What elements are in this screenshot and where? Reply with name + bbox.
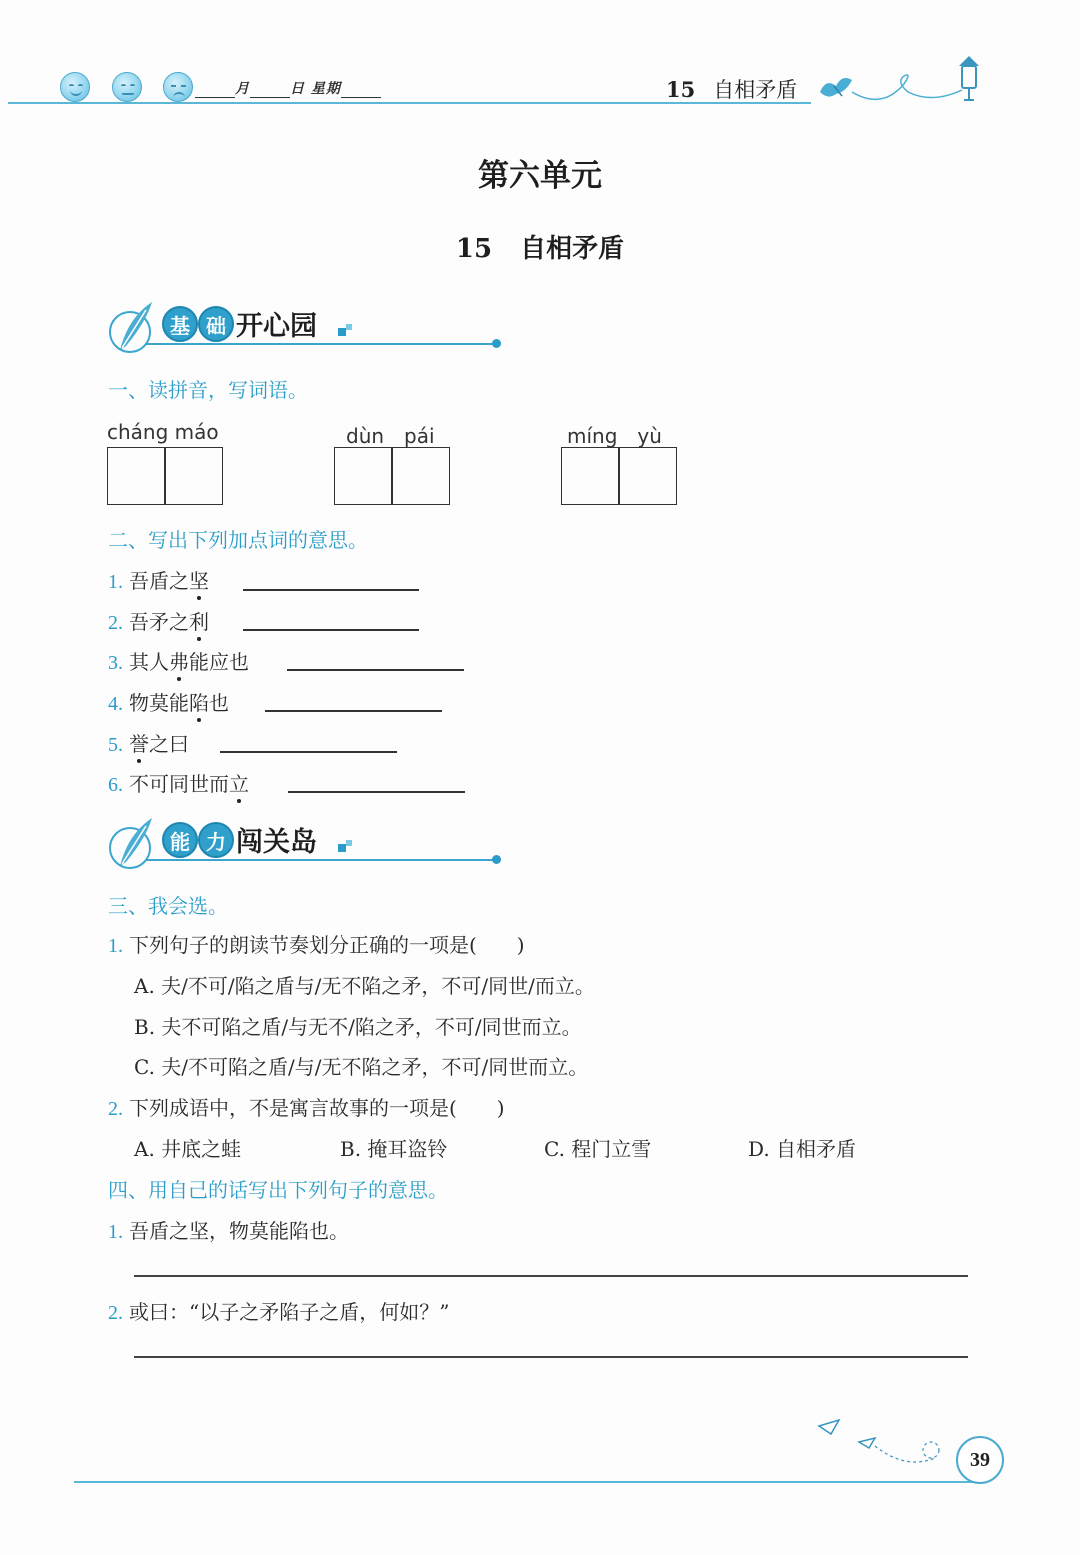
- q3-2-option-a[interactable]: A. 井底之蛙: [134, 1137, 242, 1161]
- banner-dot: [492, 855, 501, 864]
- answer-blank-6[interactable]: [288, 791, 465, 793]
- item-number: 1.: [108, 571, 123, 593]
- q2-item-6: [108, 768, 249, 797]
- date-fill-row: [195, 78, 381, 98]
- item-number: 2.: [108, 1098, 123, 1120]
- item-text: 不可同世而: [129, 772, 229, 796]
- banner-dot: [492, 339, 501, 348]
- q4-heading: 四、用自己的话写出下列句子的意思。: [108, 1178, 448, 1202]
- writing-boxes-3[interactable]: [561, 447, 677, 505]
- section-banner-ability: [106, 814, 501, 874]
- dotted-char: 陷: [189, 687, 209, 716]
- lesson-title: [0, 228, 1080, 265]
- q2-item-1: [108, 565, 209, 594]
- item-text: 吾矛之: [129, 610, 189, 634]
- badge-char-2: 础: [198, 306, 234, 342]
- lesson-name: 自相矛盾: [520, 234, 625, 264]
- dotted-char: 利: [189, 606, 209, 635]
- writing-boxes-1[interactable]: [107, 447, 223, 505]
- dotted-char: 誉: [129, 728, 149, 757]
- answer-blank-4[interactable]: [265, 710, 442, 712]
- banner-rule: [146, 343, 496, 345]
- q2-item-2: [108, 606, 209, 635]
- answer-blank-1[interactable]: [243, 589, 419, 591]
- quill-icon: [106, 814, 164, 872]
- q3-1-option-a[interactable]: A. 夫/不可/陷之盾与/无不陷之矛，不可/同世/而立。: [134, 974, 595, 998]
- item-number: 6.: [108, 774, 123, 796]
- day-blank[interactable]: [250, 84, 290, 98]
- q2-item-3: [108, 646, 249, 675]
- badge-char-1: 基: [162, 306, 198, 342]
- q4-item-2: [108, 1296, 449, 1325]
- dotted-char: 立: [229, 768, 249, 797]
- header-rule: [8, 102, 811, 104]
- item-number: 4.: [108, 693, 123, 715]
- badge-char-1: 能: [162, 822, 198, 858]
- paper-plane-decoration-icon: [815, 1414, 965, 1474]
- pinyin-1: cháng máo: [107, 420, 219, 444]
- answer-blank-3[interactable]: [287, 669, 464, 671]
- q4-item-1: [108, 1215, 349, 1244]
- q2-heading: 二、写出下列加点词的意思。: [108, 528, 368, 552]
- q3-1-option-b[interactable]: B. 夫不可陷之盾/与无不/陷之矛，不可/同世而立。: [134, 1015, 582, 1039]
- dotted-char: 坚: [189, 565, 209, 594]
- q3-1-option-c[interactable]: C. 夫/不可陷之盾/与/无不陷之矛，不可/同世而立。: [134, 1055, 589, 1079]
- item-text: 之曰: [149, 732, 189, 756]
- q3-question-1: [108, 929, 525, 958]
- weekday-label: 星期: [310, 81, 341, 97]
- dotted-char: 弗: [169, 646, 189, 675]
- square-mark-icon: [338, 322, 352, 336]
- answer-blank-2[interactable]: [243, 629, 419, 631]
- answer-blank-5[interactable]: [220, 751, 397, 753]
- q2-item-5: [108, 728, 189, 757]
- item-text: 能应也: [189, 650, 249, 674]
- page-header: [0, 0, 1080, 115]
- day-label: 日: [290, 81, 305, 97]
- section-label: 闯关岛: [236, 827, 317, 858]
- sentence-text: 或曰：“以子之矛陷子之盾，何如？”: [129, 1300, 450, 1324]
- q3-2-option-b[interactable]: B. 掩耳盗铃: [340, 1137, 448, 1161]
- item-number: 2.: [108, 612, 123, 634]
- q1-heading: 一、读拼音，写词语。: [108, 378, 308, 402]
- item-number: 3.: [108, 652, 123, 674]
- pinyin-3: míng yù: [567, 424, 662, 448]
- sentence-text: 吾盾之坚，物莫能陷也。: [129, 1219, 349, 1243]
- month-blank[interactable]: [195, 84, 235, 98]
- item-text: 也: [209, 691, 229, 715]
- section-banner-basics: [106, 298, 501, 358]
- answer-line-2[interactable]: [134, 1356, 968, 1358]
- item-number: 5.: [108, 734, 123, 756]
- smiley-neutral-icon: [112, 72, 142, 102]
- page-number: 39: [956, 1436, 1004, 1484]
- header-lesson: [666, 74, 797, 104]
- footer-rule: [74, 1481, 974, 1483]
- item-text: 物莫能: [129, 691, 189, 715]
- square-mark-icon: [338, 838, 352, 852]
- header-lesson-number: 15: [666, 77, 696, 102]
- section-label: 开心园: [236, 311, 317, 342]
- item-number: 1.: [108, 935, 123, 957]
- unit-title: 第六单元: [478, 158, 602, 194]
- weekday-blank[interactable]: [341, 84, 381, 98]
- butterfly-lamp-decoration-icon: [812, 52, 992, 112]
- q3-2-option-d[interactable]: D. 自相矛盾: [748, 1137, 857, 1161]
- lesson-number: 15: [455, 234, 493, 264]
- badge-char-2: 力: [198, 822, 234, 858]
- q2-item-4: [108, 687, 229, 716]
- item-number: 2.: [108, 1302, 123, 1324]
- quill-icon: [106, 298, 164, 356]
- smiley-sad-icon: [163, 72, 193, 102]
- banner-rule: [146, 859, 496, 861]
- writing-boxes-2[interactable]: [334, 447, 450, 505]
- q3-heading: 三、我会选。: [108, 894, 228, 918]
- month-label: 月: [235, 81, 250, 97]
- item-text: 吾盾之: [129, 569, 189, 593]
- question-text: 下列成语中，不是寓言故事的一项是( ): [129, 1096, 505, 1120]
- smiley-happy-icon: [60, 72, 90, 102]
- answer-line-1[interactable]: [134, 1275, 968, 1277]
- q3-question-2: [108, 1092, 505, 1121]
- header-lesson-title: 自相矛盾: [713, 78, 798, 102]
- item-number: 1.: [108, 1221, 123, 1243]
- q3-2-option-c[interactable]: C. 程门立雪: [544, 1137, 652, 1161]
- question-text: 下列句子的朗读节奏划分正确的一项是( ): [129, 933, 525, 957]
- pinyin-2: dùn pái: [346, 424, 435, 448]
- item-text: 其人: [129, 650, 169, 674]
